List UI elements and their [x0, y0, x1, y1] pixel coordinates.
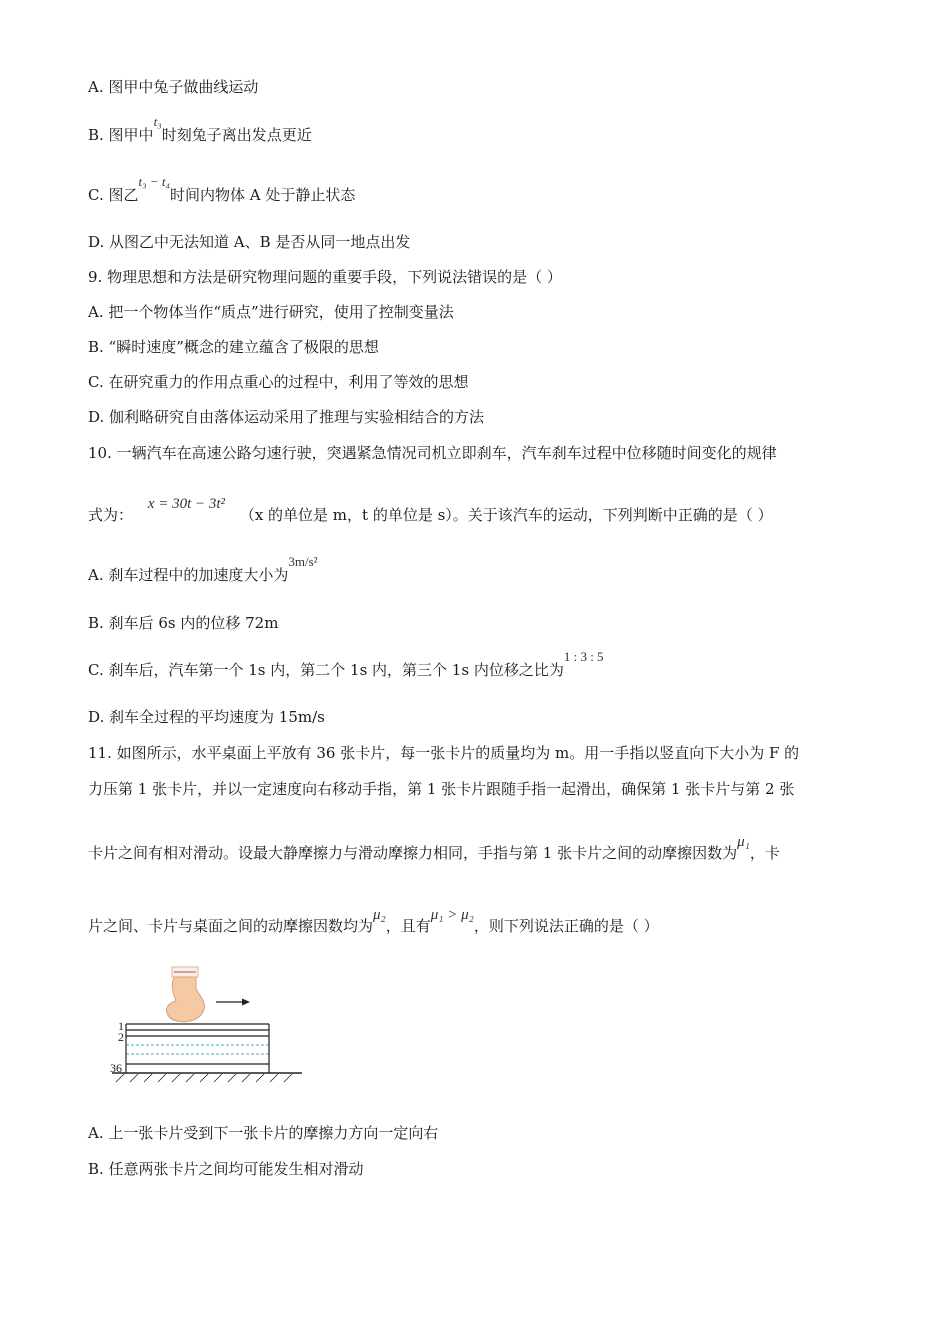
card-label-36: 36 — [110, 1061, 122, 1075]
q8-option-b — [88, 114, 312, 145]
q11-stem-line3 — [88, 834, 780, 863]
q10-option-c-ratio: 1 : 3 : 5 — [563, 649, 604, 664]
q10-option-b: B. 刹车后 6s 内的位移 72m — [88, 614, 279, 632]
q10-option-c-prefix: C. 刹车后，汽车第一个 1s 内，第二个 1s 内，第三个 1s 内位移之比为 — [88, 661, 564, 679]
q8-option-d: D. 从图乙中无法知道 A、B 是否从同一地点出发 — [88, 233, 411, 251]
q11-stem3-suffix: ，卡 — [749, 844, 780, 862]
q10-option-d: D. 刹车全过程的平均速度为 15m/s — [88, 708, 325, 726]
q10-option-a — [88, 554, 318, 585]
q8-option-b-suffix: 时刻兔子离出发点更近 — [161, 126, 312, 144]
right-arrow-icon — [216, 999, 250, 1006]
q8-option-a: A. 图甲中兔子做曲线运动 — [88, 78, 259, 96]
q10-stem-suffix: （x 的单位是 m，t 的单位是 s）。关于该汽车的运动，下列判断中正确的是（ ） — [239, 506, 773, 524]
q11-option-b: B. 任意两张卡片之间均可能发生相对滑动 — [88, 1160, 364, 1178]
q11-mu2-symbol: μ₂ — [373, 907, 386, 923]
finger-hand-icon — [166, 967, 204, 1022]
q8-option-b-formula: t₃ — [153, 114, 162, 129]
q9-option-d: D. 伽利略研究自由落体运动采用了推理与实验相结合的方法 — [88, 408, 485, 426]
q8-option-c-formula: t₃ − t₄ — [138, 174, 171, 189]
card-label-1: 1 — [118, 1019, 124, 1033]
q11-mu1-symbol: μ₁ — [737, 834, 750, 850]
q9-option-b: B. “瞬时速度”概念的建立蕴含了极限的思想 — [88, 338, 379, 356]
q10-displacement-formula: x = 30t − 3t² — [147, 496, 226, 512]
q11-stem4-mid: ，且有 — [385, 917, 431, 935]
q11-stem4-prefix: 片之间、卡片与桌面之间的动摩擦因数均为 — [88, 917, 374, 935]
q11-card-stack-figure — [104, 965, 309, 1090]
q11-option-a: A. 上一张卡片受到下一张卡片的摩擦力方向一定向右 — [88, 1124, 439, 1142]
q8-option-c — [88, 174, 356, 205]
q10-option-a-prefix: A. 刹车过程中的加速度大小为 — [88, 566, 289, 584]
q8-option-b-prefix: B. 图甲中 — [88, 126, 154, 144]
q11-stem4-suffix: ，则下列说法正确的是（ ） — [473, 917, 659, 935]
q11-stem-line1: 11. 如图所示，水平桌面上平放有 36 张卡片，每一张卡片的质量均为 m。用一手指以竖直向下大小为 F 的 — [88, 744, 800, 762]
q8-option-c-prefix: C. 图乙 — [88, 186, 139, 204]
q10-stem-line2 — [88, 496, 773, 525]
q11-stem-line4 — [88, 907, 659, 936]
q10-option-a-formula: 3m/s² — [288, 554, 318, 569]
q8-option-c-suffix: 时间内物体 A 处于静止状态 — [170, 186, 356, 204]
q9-option-a: A. 把一个物体当作“质点”进行研究，使用了控制变量法 — [88, 303, 454, 321]
q9-option-c: C. 在研究重力的作用点重心的过程中，利用了等效的思想 — [88, 373, 469, 391]
q9-stem: 9. 物理思想和方法是研究物理问题的重要手段，下列说法错误的是（ ） — [88, 268, 562, 286]
q10-option-c — [88, 649, 604, 680]
q10-stem-line1: 10. 一辆汽车在高速公路匀速行驶，突遇紧急情况司机立即刹车，汽车刹车过程中位移随时间变化的规律 — [88, 444, 777, 462]
q11-stem-line2: 力压第 1 张卡片，并以一定速度向右移动手指，第 1 张卡片跟随手指一起滑出，确保第 1 张卡片与第 2 张 — [88, 780, 795, 798]
q10-stem-prefix: 式为： — [88, 506, 134, 524]
card-label-2: 2 — [118, 1030, 124, 1044]
q11-mu-inequality: μ₁ > μ₂ — [430, 907, 474, 923]
card-stack — [126, 1024, 269, 1073]
table-surface — [112, 1073, 302, 1082]
q11-figure-svg — [104, 965, 309, 1090]
q11-stem3-prefix: 卡片之间有相对滑动。设最大静摩擦力与滑动摩擦力相同，手指与第 1 张卡片之间的动摩擦因数为 — [88, 844, 738, 862]
